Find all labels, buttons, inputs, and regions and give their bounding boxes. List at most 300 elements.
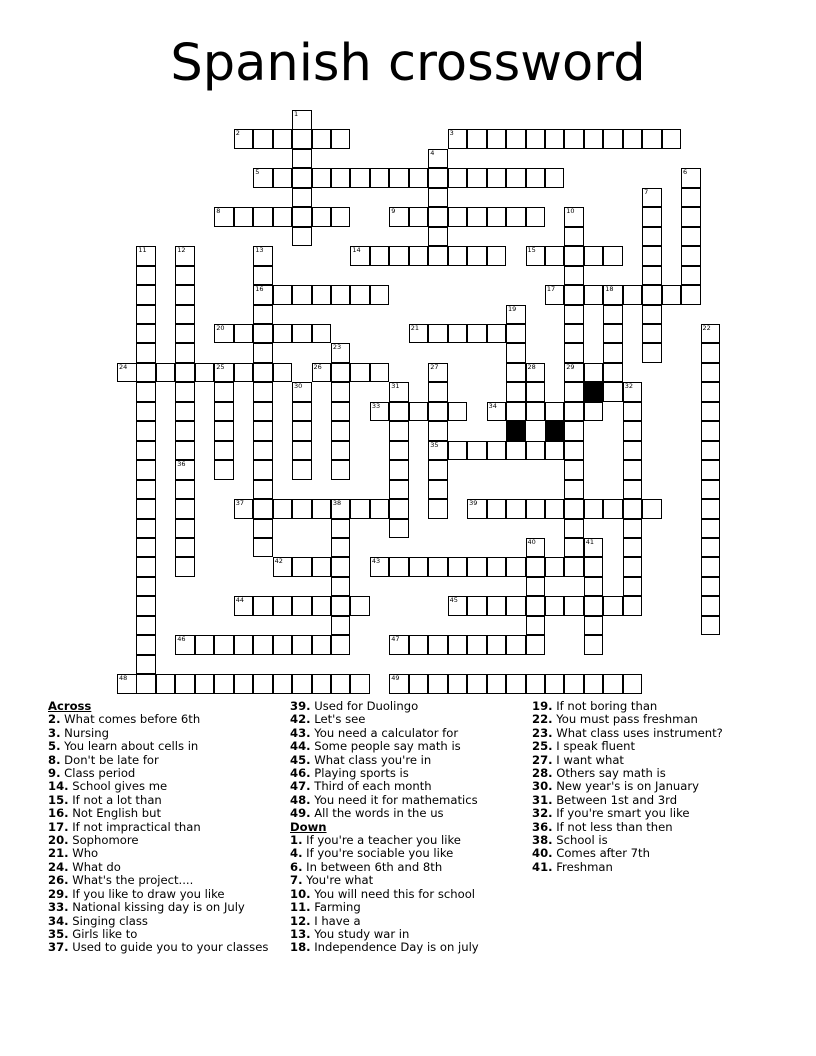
crossword-cell[interactable]: [642, 266, 662, 286]
crossword-cell[interactable]: [564, 441, 584, 461]
crossword-cell[interactable]: [623, 382, 643, 402]
crossword-cell[interactable]: [506, 343, 526, 363]
crossword-cell[interactable]: [214, 402, 234, 422]
crossword-cell[interactable]: [350, 674, 370, 694]
crossword-cell[interactable]: [195, 674, 215, 694]
crossword-cell[interactable]: [467, 596, 487, 616]
crossword-cell[interactable]: [584, 402, 604, 422]
crossword-cell[interactable]: [312, 674, 332, 694]
crossword-cell[interactable]: [175, 674, 195, 694]
crossword-cell[interactable]: [545, 557, 565, 577]
crossword-cell[interactable]: [292, 285, 312, 305]
crossword-cell[interactable]: [136, 519, 156, 539]
crossword-cell[interactable]: [526, 538, 546, 558]
crossword-cell[interactable]: [234, 363, 254, 383]
crossword-cell[interactable]: [312, 168, 332, 188]
crossword-cell[interactable]: [487, 129, 507, 149]
crossword-cell[interactable]: [564, 343, 584, 363]
crossword-cell[interactable]: [331, 129, 351, 149]
crossword-cell[interactable]: [389, 557, 409, 577]
crossword-cell[interactable]: [506, 207, 526, 227]
crossword-cell[interactable]: [487, 557, 507, 577]
crossword-cell[interactable]: [331, 674, 351, 694]
crossword-cell[interactable]: [234, 596, 254, 616]
crossword-cell[interactable]: [214, 207, 234, 227]
crossword-cell[interactable]: [603, 499, 623, 519]
crossword-cell[interactable]: [584, 129, 604, 149]
crossword-cell[interactable]: [545, 402, 565, 422]
crossword-cell[interactable]: [545, 129, 565, 149]
crossword-cell[interactable]: [701, 616, 721, 636]
crossword-cell[interactable]: [564, 538, 584, 558]
crossword-cell[interactable]: [564, 596, 584, 616]
crossword-cell[interactable]: [428, 207, 448, 227]
crossword-cell[interactable]: [564, 227, 584, 247]
crossword-cell[interactable]: [331, 363, 351, 383]
crossword-cell[interactable]: [467, 441, 487, 461]
crossword-cell[interactable]: [136, 285, 156, 305]
crossword-cell[interactable]: [564, 499, 584, 519]
crossword-cell[interactable]: [448, 635, 468, 655]
crossword-cell[interactable]: [409, 324, 429, 344]
crossword-cell[interactable]: [389, 519, 409, 539]
crossword-cell[interactable]: [642, 343, 662, 363]
crossword-cell[interactable]: [603, 324, 623, 344]
crossword-cell[interactable]: [642, 499, 662, 519]
crossword-cell[interactable]: [428, 460, 448, 480]
crossword-cell[interactable]: [701, 538, 721, 558]
crossword-cell[interactable]: [564, 324, 584, 344]
crossword-cell[interactable]: [623, 285, 643, 305]
crossword-cell[interactable]: [681, 188, 701, 208]
crossword-cell[interactable]: [331, 285, 351, 305]
crossword-cell[interactable]: [526, 499, 546, 519]
crossword-cell[interactable]: [214, 635, 234, 655]
crossword-cell[interactable]: [487, 168, 507, 188]
crossword-cell[interactable]: [603, 363, 623, 383]
crossword-cell[interactable]: [467, 129, 487, 149]
crossword-cell[interactable]: [681, 285, 701, 305]
crossword-cell[interactable]: [564, 363, 584, 383]
crossword-cell[interactable]: [428, 246, 448, 266]
crossword-cell[interactable]: [545, 674, 565, 694]
crossword-cell[interactable]: [506, 499, 526, 519]
crossword-cell[interactable]: [156, 674, 176, 694]
crossword-cell[interactable]: [623, 499, 643, 519]
crossword-cell[interactable]: [136, 480, 156, 500]
crossword-cell[interactable]: [467, 635, 487, 655]
crossword-cell[interactable]: [564, 285, 584, 305]
crossword-cell[interactable]: [331, 343, 351, 363]
crossword-cell[interactable]: [331, 519, 351, 539]
crossword-cell[interactable]: [175, 441, 195, 461]
crossword-cell[interactable]: [136, 402, 156, 422]
crossword-cell[interactable]: [623, 402, 643, 422]
crossword-cell[interactable]: [331, 382, 351, 402]
crossword-cell[interactable]: [273, 168, 293, 188]
crossword-cell[interactable]: [526, 616, 546, 636]
crossword-cell[interactable]: [350, 168, 370, 188]
crossword-cell[interactable]: [701, 519, 721, 539]
crossword-cell[interactable]: [448, 129, 468, 149]
crossword-cell[interactable]: [526, 577, 546, 597]
crossword-cell[interactable]: [273, 499, 293, 519]
crossword-cell[interactable]: [467, 324, 487, 344]
crossword-cell[interactable]: [584, 557, 604, 577]
crossword-cell[interactable]: [370, 246, 390, 266]
crossword-cell[interactable]: [136, 616, 156, 636]
crossword-cell[interactable]: [175, 480, 195, 500]
crossword-cell[interactable]: [545, 441, 565, 461]
crossword-cell[interactable]: [136, 460, 156, 480]
crossword-cell[interactable]: [234, 207, 254, 227]
crossword-cell[interactable]: [331, 635, 351, 655]
crossword-cell[interactable]: [409, 674, 429, 694]
crossword-cell[interactable]: [253, 363, 273, 383]
crossword-cell[interactable]: [253, 305, 273, 325]
crossword-cell[interactable]: [506, 168, 526, 188]
crossword-cell[interactable]: [273, 635, 293, 655]
crossword-cell[interactable]: [292, 499, 312, 519]
crossword-cell[interactable]: [331, 441, 351, 461]
crossword-cell[interactable]: [428, 227, 448, 247]
crossword-cell[interactable]: [389, 480, 409, 500]
crossword-cell[interactable]: [117, 363, 137, 383]
crossword-cell[interactable]: [331, 596, 351, 616]
crossword-cell[interactable]: [331, 421, 351, 441]
crossword-cell[interactable]: [292, 674, 312, 694]
crossword-cell[interactable]: [545, 246, 565, 266]
crossword-cell[interactable]: [526, 557, 546, 577]
crossword-cell[interactable]: [545, 596, 565, 616]
crossword-cell[interactable]: [331, 499, 351, 519]
crossword-cell[interactable]: [642, 324, 662, 344]
crossword-cell[interactable]: [467, 557, 487, 577]
crossword-cell[interactable]: [312, 557, 332, 577]
crossword-cell[interactable]: [487, 402, 507, 422]
crossword-cell[interactable]: [428, 324, 448, 344]
crossword-cell[interactable]: [292, 188, 312, 208]
crossword-cell[interactable]: [195, 363, 215, 383]
crossword-cell[interactable]: [428, 441, 448, 461]
crossword-cell[interactable]: [253, 441, 273, 461]
crossword-cell[interactable]: [409, 168, 429, 188]
crossword-cell[interactable]: [253, 343, 273, 363]
crossword-cell[interactable]: [136, 441, 156, 461]
crossword-cell[interactable]: [331, 402, 351, 422]
crossword-cell[interactable]: [136, 421, 156, 441]
crossword-cell[interactable]: [136, 266, 156, 286]
crossword-cell[interactable]: [409, 207, 429, 227]
crossword-cell[interactable]: [175, 538, 195, 558]
crossword-cell[interactable]: [564, 557, 584, 577]
crossword-cell[interactable]: [603, 305, 623, 325]
crossword-cell[interactable]: [642, 285, 662, 305]
crossword-cell[interactable]: [448, 246, 468, 266]
crossword-cell[interactable]: [409, 402, 429, 422]
crossword-cell[interactable]: [623, 519, 643, 539]
crossword-cell[interactable]: [273, 363, 293, 383]
crossword-cell[interactable]: [584, 246, 604, 266]
crossword-cell[interactable]: [234, 129, 254, 149]
crossword-cell[interactable]: [370, 499, 390, 519]
crossword-cell[interactable]: [701, 441, 721, 461]
crossword-cell[interactable]: [389, 246, 409, 266]
crossword-cell[interactable]: [526, 402, 546, 422]
crossword-cell[interactable]: [564, 207, 584, 227]
crossword-cell[interactable]: [564, 129, 584, 149]
crossword-cell[interactable]: [701, 324, 721, 344]
crossword-cell[interactable]: [623, 460, 643, 480]
crossword-cell[interactable]: [642, 305, 662, 325]
crossword-cell[interactable]: [136, 596, 156, 616]
crossword-cell[interactable]: [584, 363, 604, 383]
crossword-cell[interactable]: [623, 421, 643, 441]
crossword-cell[interactable]: [312, 363, 332, 383]
crossword-cell[interactable]: [175, 266, 195, 286]
crossword-cell[interactable]: [584, 285, 604, 305]
crossword-cell[interactable]: [642, 129, 662, 149]
crossword-cell[interactable]: [701, 402, 721, 422]
crossword-cell[interactable]: [370, 363, 390, 383]
crossword-cell[interactable]: [175, 635, 195, 655]
crossword-cell[interactable]: [409, 557, 429, 577]
crossword-cell[interactable]: [389, 402, 409, 422]
crossword-cell[interactable]: [312, 635, 332, 655]
crossword-cell[interactable]: [681, 246, 701, 266]
crossword-cell[interactable]: [253, 421, 273, 441]
crossword-cell[interactable]: [331, 538, 351, 558]
crossword-cell[interactable]: [389, 674, 409, 694]
crossword-cell[interactable]: [234, 499, 254, 519]
crossword-cell[interactable]: [350, 363, 370, 383]
crossword-cell[interactable]: [214, 382, 234, 402]
crossword-cell[interactable]: [564, 402, 584, 422]
crossword-cell[interactable]: [273, 285, 293, 305]
crossword-cell[interactable]: [292, 421, 312, 441]
crossword-cell[interactable]: [526, 168, 546, 188]
crossword-cell[interactable]: [136, 363, 156, 383]
crossword-cell[interactable]: [175, 246, 195, 266]
crossword-cell[interactable]: [584, 577, 604, 597]
crossword-cell[interactable]: [136, 343, 156, 363]
crossword-cell[interactable]: [681, 168, 701, 188]
crossword-cell[interactable]: [701, 557, 721, 577]
crossword-cell[interactable]: [175, 305, 195, 325]
crossword-cell[interactable]: [350, 499, 370, 519]
crossword-cell[interactable]: [117, 674, 137, 694]
crossword-cell[interactable]: [370, 402, 390, 422]
crossword-cell[interactable]: [467, 674, 487, 694]
crossword-cell[interactable]: [136, 557, 156, 577]
crossword-cell[interactable]: [506, 305, 526, 325]
crossword-cell[interactable]: [642, 207, 662, 227]
crossword-cell[interactable]: [175, 363, 195, 383]
crossword-cell[interactable]: [292, 129, 312, 149]
crossword-cell[interactable]: [292, 460, 312, 480]
crossword-cell[interactable]: [292, 402, 312, 422]
crossword-cell[interactable]: [642, 246, 662, 266]
crossword-cell[interactable]: [603, 246, 623, 266]
crossword-cell[interactable]: [292, 596, 312, 616]
crossword-cell[interactable]: [253, 207, 273, 227]
crossword-cell[interactable]: [545, 168, 565, 188]
crossword-cell[interactable]: [701, 363, 721, 383]
crossword-cell[interactable]: [564, 674, 584, 694]
crossword-cell[interactable]: [253, 635, 273, 655]
crossword-cell[interactable]: [136, 635, 156, 655]
crossword-cell[interactable]: [175, 324, 195, 344]
crossword-cell[interactable]: [428, 480, 448, 500]
crossword-cell[interactable]: [389, 207, 409, 227]
crossword-cell[interactable]: [253, 519, 273, 539]
crossword-cell[interactable]: [603, 596, 623, 616]
crossword-cell[interactable]: [564, 305, 584, 325]
crossword-cell[interactable]: [370, 285, 390, 305]
crossword-cell[interactable]: [428, 557, 448, 577]
crossword-cell[interactable]: [253, 285, 273, 305]
crossword-cell[interactable]: [292, 557, 312, 577]
crossword-cell[interactable]: [370, 168, 390, 188]
crossword-cell[interactable]: [584, 538, 604, 558]
crossword-cell[interactable]: [428, 421, 448, 441]
crossword-cell[interactable]: [156, 363, 176, 383]
crossword-cell[interactable]: [136, 674, 156, 694]
crossword-cell[interactable]: [623, 674, 643, 694]
crossword-cell[interactable]: [506, 635, 526, 655]
crossword-cell[interactable]: [448, 207, 468, 227]
crossword-cell[interactable]: [175, 460, 195, 480]
crossword-cell[interactable]: [273, 324, 293, 344]
crossword-cell[interactable]: [564, 246, 584, 266]
crossword-cell[interactable]: [312, 207, 332, 227]
crossword-cell[interactable]: [603, 285, 623, 305]
crossword-cell[interactable]: [350, 246, 370, 266]
crossword-cell[interactable]: [564, 382, 584, 402]
crossword-cell[interactable]: [603, 129, 623, 149]
crossword-cell[interactable]: [428, 674, 448, 694]
crossword-cell[interactable]: [253, 402, 273, 422]
crossword-cell[interactable]: [292, 110, 312, 130]
crossword-cell[interactable]: [136, 577, 156, 597]
crossword-cell[interactable]: [487, 324, 507, 344]
crossword-cell[interactable]: [526, 207, 546, 227]
crossword-cell[interactable]: [273, 129, 293, 149]
crossword-cell[interactable]: [370, 557, 390, 577]
crossword-cell[interactable]: [448, 324, 468, 344]
crossword-cell[interactable]: [389, 635, 409, 655]
crossword-cell[interactable]: [701, 577, 721, 597]
crossword-cell[interactable]: [136, 499, 156, 519]
crossword-cell[interactable]: [681, 266, 701, 286]
crossword-cell[interactable]: [389, 499, 409, 519]
crossword-cell[interactable]: [701, 460, 721, 480]
crossword-cell[interactable]: [175, 421, 195, 441]
crossword-cell[interactable]: [448, 402, 468, 422]
crossword-cell[interactable]: [136, 246, 156, 266]
crossword-cell[interactable]: [175, 285, 195, 305]
crossword-cell[interactable]: [273, 207, 293, 227]
crossword-cell[interactable]: [214, 441, 234, 461]
crossword-cell[interactable]: [273, 557, 293, 577]
crossword-cell[interactable]: [175, 499, 195, 519]
crossword-cell[interactable]: [487, 207, 507, 227]
crossword-cell[interactable]: [584, 635, 604, 655]
crossword-cell[interactable]: [428, 402, 448, 422]
crossword-cell[interactable]: [253, 129, 273, 149]
crossword-cell[interactable]: [292, 324, 312, 344]
crossword-cell[interactable]: [467, 207, 487, 227]
crossword-cell[interactable]: [331, 168, 351, 188]
crossword-cell[interactable]: [506, 441, 526, 461]
crossword-cell[interactable]: [253, 596, 273, 616]
crossword-cell[interactable]: [350, 285, 370, 305]
crossword-cell[interactable]: [506, 557, 526, 577]
crossword-cell[interactable]: [623, 480, 643, 500]
crossword-cell[interactable]: [253, 538, 273, 558]
crossword-cell[interactable]: [623, 577, 643, 597]
crossword-cell[interactable]: [350, 596, 370, 616]
crossword-cell[interactable]: [662, 129, 682, 149]
crossword-cell[interactable]: [623, 596, 643, 616]
crossword-cell[interactable]: [273, 596, 293, 616]
crossword-cell[interactable]: [467, 246, 487, 266]
crossword-cell[interactable]: [487, 674, 507, 694]
crossword-cell[interactable]: [292, 441, 312, 461]
crossword-cell[interactable]: [253, 266, 273, 286]
crossword-cell[interactable]: [487, 441, 507, 461]
crossword-cell[interactable]: [526, 246, 546, 266]
crossword-cell[interactable]: [253, 382, 273, 402]
crossword-cell[interactable]: [701, 421, 721, 441]
crossword-cell[interactable]: [292, 635, 312, 655]
crossword-cell[interactable]: [603, 674, 623, 694]
crossword-cell[interactable]: [526, 596, 546, 616]
crossword-cell[interactable]: [136, 538, 156, 558]
crossword-cell[interactable]: [526, 441, 546, 461]
crossword-cell[interactable]: [175, 402, 195, 422]
crossword-cell[interactable]: [701, 480, 721, 500]
crossword-cell[interactable]: [701, 596, 721, 616]
crossword-cell[interactable]: [701, 499, 721, 519]
crossword-cell[interactable]: [448, 441, 468, 461]
crossword-cell[interactable]: [448, 674, 468, 694]
crossword-cell[interactable]: [389, 441, 409, 461]
crossword-cell[interactable]: [428, 363, 448, 383]
crossword-cell[interactable]: [467, 499, 487, 519]
crossword-cell[interactable]: [136, 324, 156, 344]
crossword-cell[interactable]: [662, 285, 682, 305]
crossword-cell[interactable]: [526, 382, 546, 402]
crossword-cell[interactable]: [136, 305, 156, 325]
crossword-cell[interactable]: [526, 363, 546, 383]
crossword-cell[interactable]: [331, 207, 351, 227]
crossword-cell[interactable]: [623, 557, 643, 577]
crossword-cell[interactable]: [389, 421, 409, 441]
crossword-cell[interactable]: [448, 557, 468, 577]
crossword-cell[interactable]: [545, 499, 565, 519]
crossword-cell[interactable]: [175, 343, 195, 363]
crossword-cell[interactable]: [428, 168, 448, 188]
crossword-cell[interactable]: [312, 324, 332, 344]
crossword-cell[interactable]: [253, 674, 273, 694]
crossword-cell[interactable]: [253, 246, 273, 266]
crossword-cell[interactable]: [214, 460, 234, 480]
crossword-cell[interactable]: [253, 324, 273, 344]
crossword-cell[interactable]: [506, 363, 526, 383]
crossword-cell[interactable]: [253, 480, 273, 500]
crossword-cell[interactable]: [292, 168, 312, 188]
